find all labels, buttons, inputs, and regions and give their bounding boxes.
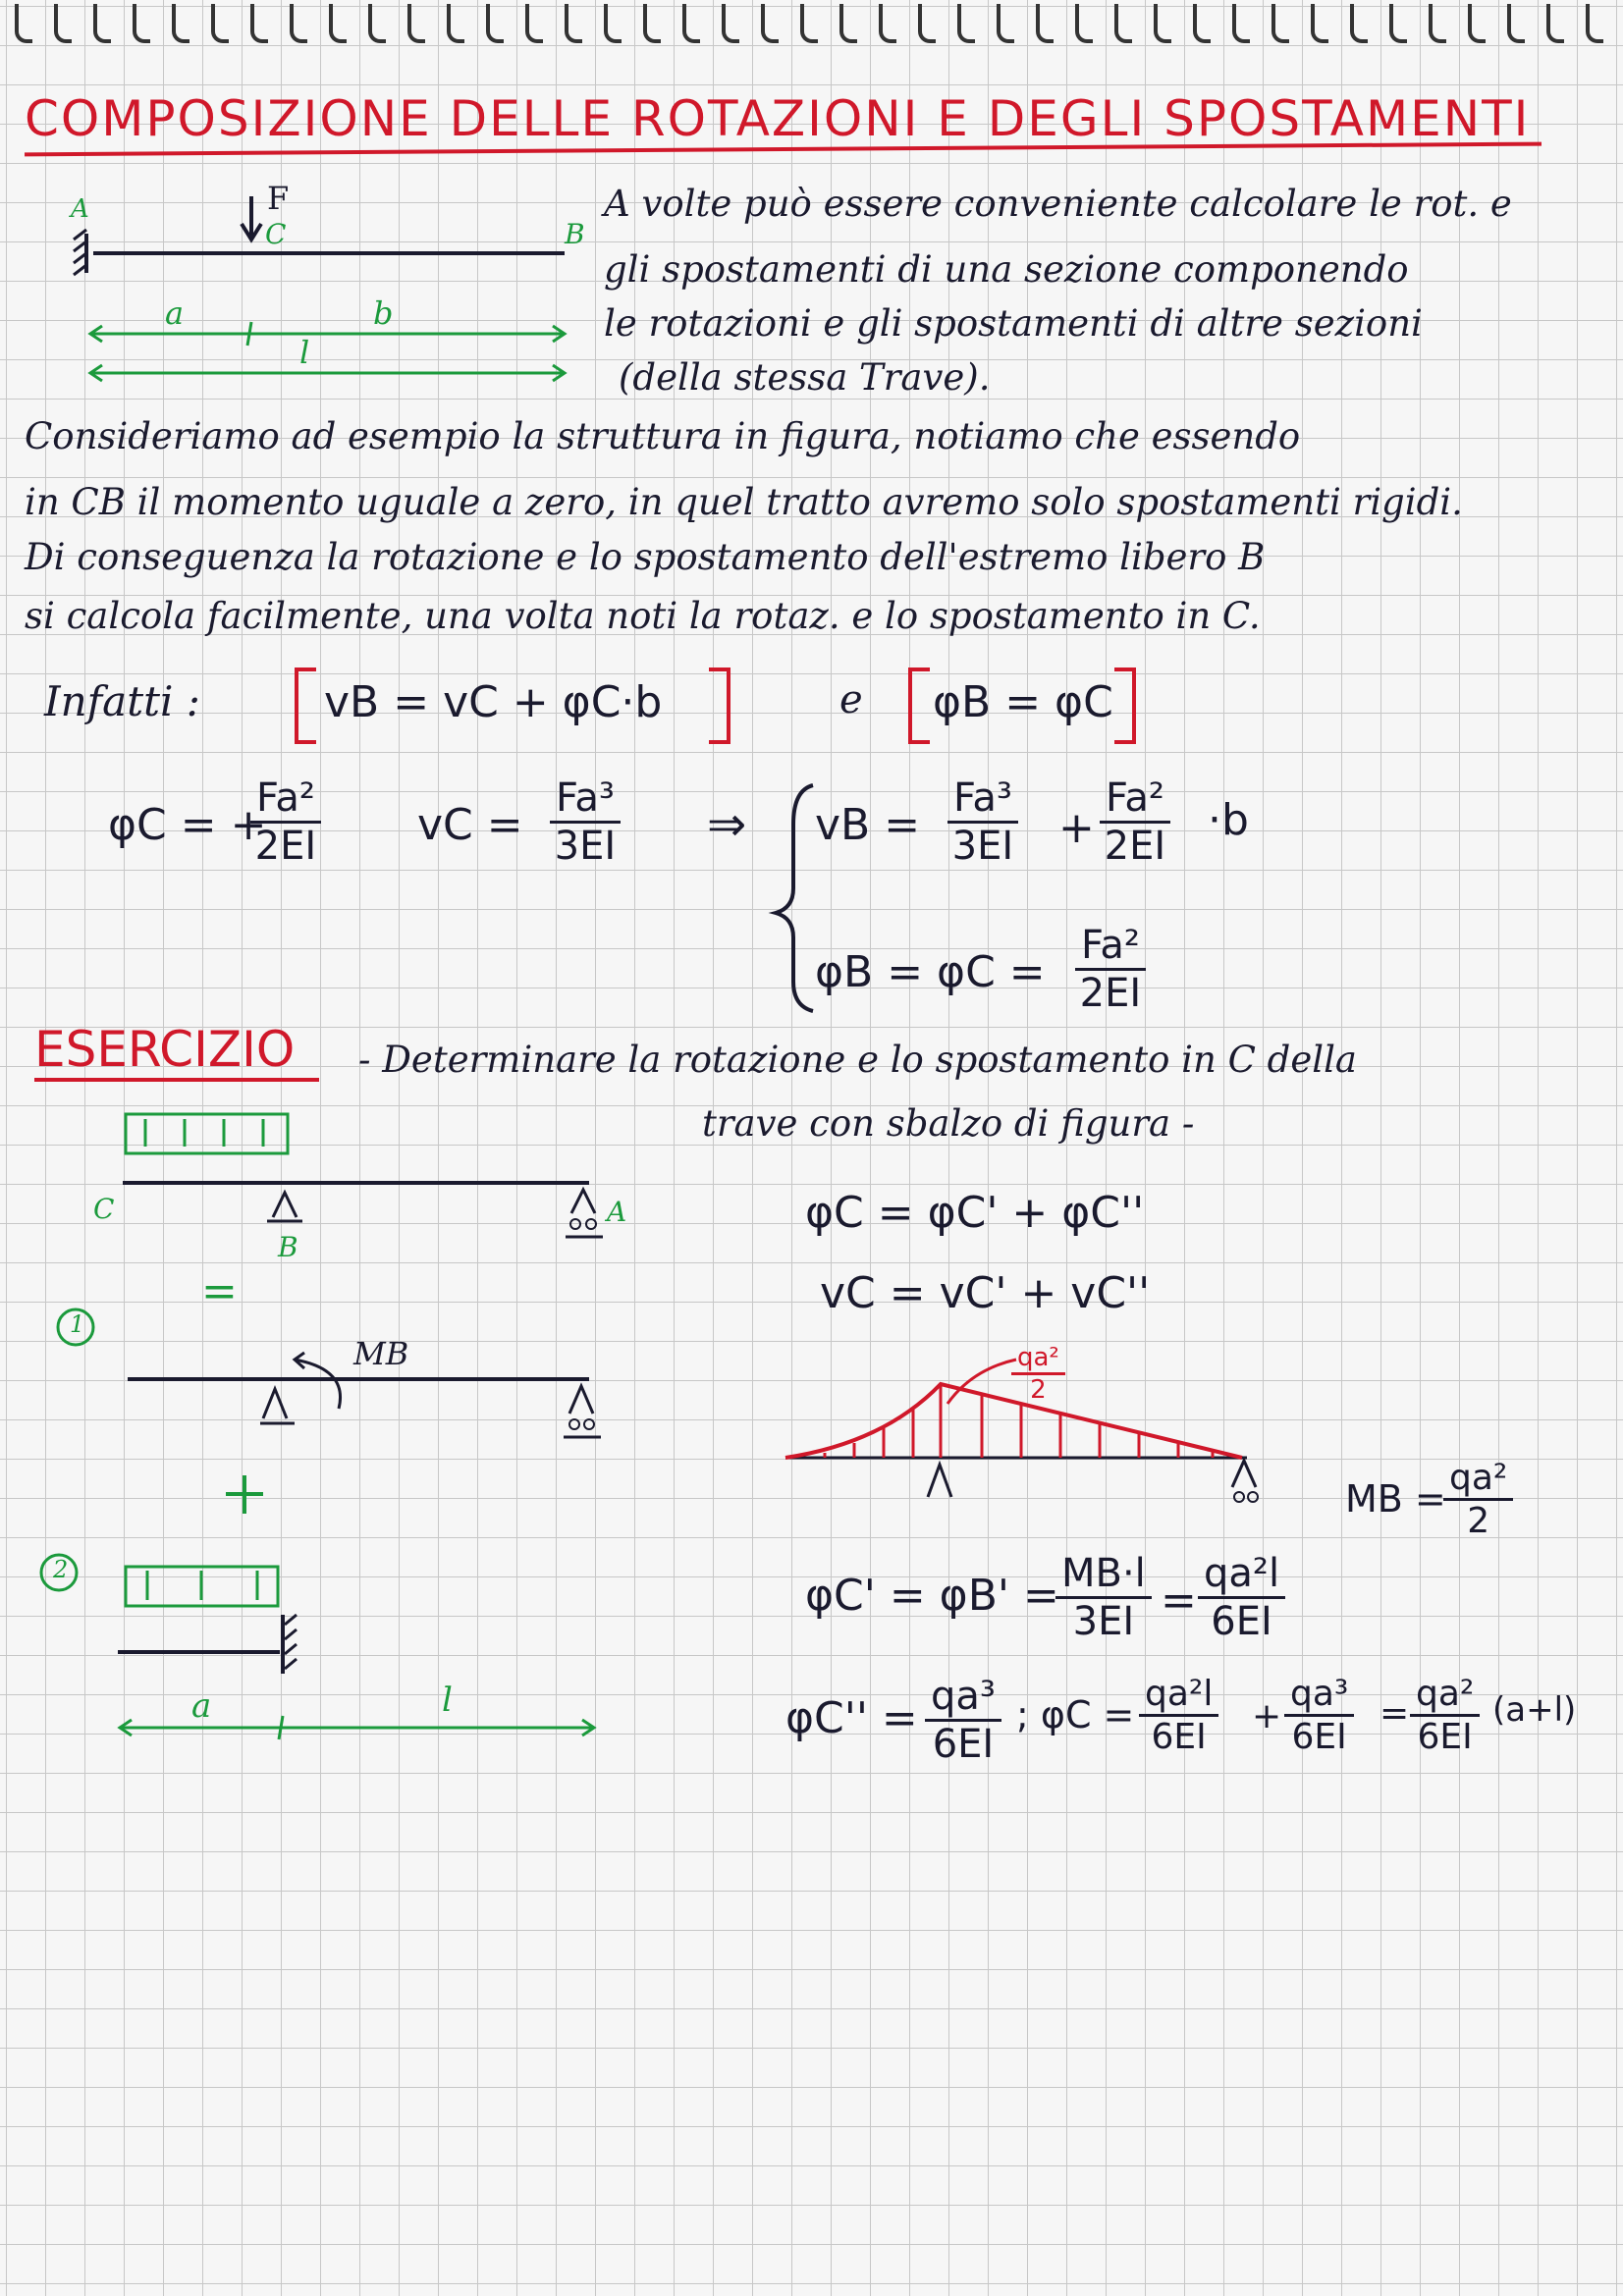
fig1-label-B: B	[565, 218, 585, 250]
phiC-total-fraction-1	[1139, 1674, 1218, 1757]
intro-line-1: A volte può essere conveniente calcolare le rot. e	[604, 183, 1512, 225]
moment-label-den: 2	[1030, 1375, 1047, 1405]
vB-fraction-2	[1100, 775, 1170, 869]
bracket-right-1	[709, 667, 730, 744]
esercizio-underline	[34, 1078, 319, 1082]
phiC-total-num-1: qa²l	[1139, 1674, 1218, 1717]
overhang-beam	[123, 1114, 603, 1237]
fig2-label-B: B	[278, 1231, 298, 1263]
phiC2-fraction	[925, 1674, 1001, 1767]
phiC-total-fraction-2	[1284, 1674, 1354, 1757]
paragraph-line-4: si calcola facilmente, una volta noti la rotaz. e lo spostamento in C.	[25, 595, 1261, 637]
vB-fraction-1	[947, 775, 1018, 869]
implies-arrow: ⇒	[707, 797, 747, 852]
phiC-fraction	[250, 775, 321, 869]
system-brace	[776, 785, 813, 1011]
phiC2-lhs: φC'' =	[785, 1693, 918, 1743]
phiC1-num-1: MB·l	[1055, 1551, 1152, 1599]
paragraph-line-1: Consideriamo ad esempio la struttura in figura, notiamo che essendo	[25, 415, 1301, 457]
vC-fraction	[550, 775, 621, 869]
intro-line-4: (della stessa Trave).	[619, 356, 991, 399]
MB-fraction	[1443, 1458, 1513, 1541]
phiC1-num-2: qa²l	[1198, 1551, 1285, 1599]
esercizio-heading: ESERCIZIO	[34, 1021, 296, 1078]
fig1-label-b: b	[373, 294, 394, 332]
fig1-label-a: a	[165, 294, 185, 332]
paragraph-line-3: Di conseguenza la rotazione e lo spostamento dell'estremo libero B	[25, 536, 1266, 578]
paragraph-line-2: in CB il momento uguale a zero, in quel tratto avremo solo spostamenti rigidi.	[25, 481, 1463, 523]
fig2-label-l: l	[442, 1681, 453, 1720]
phiC-total-den-3: 6EI	[1417, 1717, 1473, 1757]
vB-num-1: Fa³	[947, 775, 1018, 824]
esercizio-line-1: - Determinare la rotazione e lo spostamento in C della	[358, 1039, 1357, 1081]
MB-den: 2	[1467, 1501, 1490, 1541]
fig1-label-l: l	[299, 334, 310, 371]
infatti-label: Infatti :	[44, 677, 200, 725]
phiC-total-lhs: ; φC =	[1016, 1693, 1135, 1736]
vC-den: 3EI	[554, 824, 617, 869]
fig2-label-a: a	[191, 1686, 212, 1726]
phiB-den: 2EI	[1079, 971, 1142, 1016]
phiC-sum: φC = φC' + φC''	[805, 1188, 1145, 1238]
vC-sum: vC = vC' + vC''	[820, 1268, 1151, 1318]
MB-lhs: MB =	[1345, 1477, 1446, 1521]
case-1-beam	[58, 1309, 601, 1437]
vC-lhs: vC =	[417, 800, 523, 850]
phiC-total-tail: (a+l)	[1492, 1690, 1577, 1730]
infatti-eq-2: φB = φC	[933, 677, 1113, 727]
phiC1-den-1: 3EI	[1072, 1599, 1135, 1644]
phiC-num: Fa²	[250, 775, 321, 824]
phiB-num: Fa²	[1075, 923, 1146, 971]
case-1-number: 1	[70, 1310, 85, 1338]
MB-num: qa²	[1443, 1458, 1513, 1501]
phiC2-num: qa³	[925, 1674, 1001, 1722]
plus-sign	[226, 1475, 263, 1514]
vB-den-1: 3EI	[951, 824, 1014, 869]
case-2-number: 2	[53, 1556, 69, 1583]
fig2-label-A: A	[607, 1196, 627, 1228]
bracket-left-2	[908, 667, 930, 744]
vB-num-2: Fa²	[1100, 775, 1170, 824]
vB-lhs: vB =	[815, 800, 921, 850]
phiC-total-den-1: 6EI	[1151, 1717, 1207, 1757]
case-2-beam	[41, 1555, 594, 1739]
fig2-equals: =	[201, 1266, 238, 1316]
fig1-label-C: C	[265, 218, 287, 250]
phiC1-equals: =	[1161, 1575, 1197, 1626]
vB-den-2: 2EI	[1104, 824, 1166, 869]
bracket-left-1	[295, 667, 316, 744]
vB-tail: ·b	[1208, 795, 1249, 845]
phiC-lhs: φC = +	[108, 800, 267, 850]
phiC-total-num-3: qa²	[1410, 1674, 1480, 1717]
intro-line-2: gli spostamenti di una sezione componendo	[604, 248, 1409, 291]
phiC-total-fraction-3	[1410, 1674, 1480, 1757]
moment-label-num: qa²	[1011, 1343, 1065, 1375]
phiB-fraction	[1075, 923, 1146, 1016]
phiC-total-num-2: qa³	[1284, 1674, 1354, 1717]
fig1-label-F: F	[267, 180, 290, 217]
phiC2-den: 6EI	[932, 1722, 995, 1767]
moment-label-fraction	[1011, 1343, 1065, 1405]
esercizio-line-2: trave con sbalzo di figura -	[702, 1102, 1195, 1145]
phiC-total-den-2: 6EI	[1291, 1717, 1347, 1757]
infatti-and: e	[839, 677, 863, 722]
dimension-lines-1	[90, 322, 565, 381]
bracket-right-2	[1114, 667, 1136, 744]
fig2-label-MB: MB	[353, 1335, 409, 1372]
infatti-eq-1: vB = vC + φC·b	[324, 677, 663, 727]
phiC-total-equals: =	[1380, 1693, 1410, 1734]
phiC1-lhs: φC' = φB' =	[805, 1571, 1059, 1621]
phiC1-den-2: 6EI	[1211, 1599, 1272, 1644]
vB-plus: +	[1058, 803, 1095, 853]
page-title: COMPOSIZIONE DELLE ROTAZIONI E DEGLI SPOSTAMENTI	[25, 90, 1531, 147]
fig2-label-C: C	[93, 1193, 115, 1225]
phiC1-fraction-1	[1055, 1551, 1152, 1644]
cantilever-beam-1	[74, 196, 565, 275]
phiB-lhs: φB = φC =	[815, 947, 1046, 997]
intro-line-3: le rotazioni e gli spostamenti di altre sezioni	[604, 302, 1423, 345]
phiC1-fraction-2	[1198, 1551, 1285, 1644]
vC-num: Fa³	[550, 775, 621, 824]
phiC-den: 2EI	[254, 824, 317, 869]
fig1-label-A: A	[71, 194, 89, 224]
phiC-total-plus: +	[1252, 1696, 1282, 1736]
